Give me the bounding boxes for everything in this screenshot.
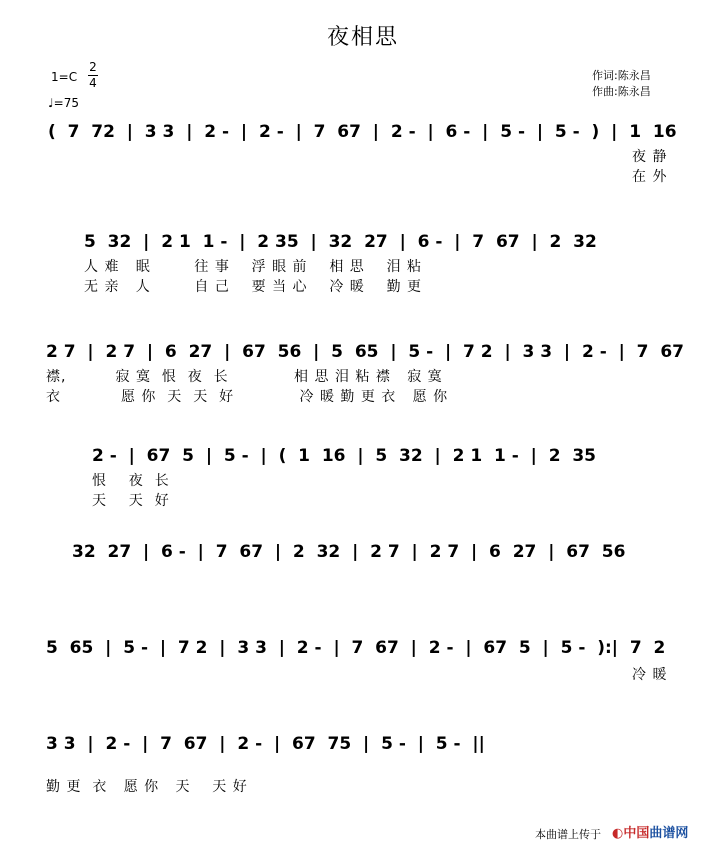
- notation-line-4: 2 - | 67 5 | 5 - | ( 1 16 | 5 32 | 2 1 1 - | 2 35: [92, 446, 597, 466]
- lyrics-line-4-verse-2: 天 天 好: [92, 493, 170, 509]
- upload-note: 本曲谱上传于: [535, 828, 601, 841]
- logo-mark-icon: ◐: [612, 826, 624, 841]
- lyrics-line-1-verse-1: 夜 静: [632, 149, 668, 165]
- composer-credit: 作曲:陈永昌: [592, 85, 651, 98]
- time-signature: [88, 61, 98, 90]
- tempo-marking: [48, 96, 79, 110]
- notation-line-1: ( 7 72 | 3 3 | 2 - | 2 - | 7 67 | 2 - | 6 - | 5 - | 5 - ) | 1 16: [48, 122, 677, 142]
- notation-line-7: 3 3 | 2 - | 7 67 | 2 - | 67 75 | 5 - | 5 - ||: [46, 734, 485, 754]
- notation-line-2: 5 32 | 2 1 1 - | 2 35 | 32 27 | 6 - | 7 67 | 2 32: [84, 232, 597, 252]
- lyrics-line-7-verse-1: 勤 更 衣 愿 你 天 天 好: [46, 779, 248, 795]
- notation-line-6: 5 65 | 5 - | 7 2 | 3 3 | 2 - | 7 67 | 2 - | 67 5 | 5 - ):| 7 2: [46, 638, 666, 658]
- time-signature-denominator: 4: [89, 76, 97, 90]
- lyrics-line-1-verse-2: 在 外: [632, 169, 668, 185]
- song-title: 夜相思: [326, 25, 399, 50]
- lyrics-line-3-verse-2: 衣 愿 你 天 天 好 冷 暖 勤 更 衣 愿 你: [46, 389, 449, 405]
- logo-accent: 曲谱网: [649, 826, 689, 841]
- lyrics-line-4-verse-1: 恨 夜 长: [92, 473, 170, 489]
- logo-main: 中国: [623, 826, 650, 841]
- quarter-note-icon: ♩: [48, 96, 54, 110]
- key-signature: 1=C: [51, 70, 78, 84]
- time-signature-numerator: 2: [89, 60, 97, 74]
- notation-line-5: 32 27 | 6 - | 7 67 | 2 32 | 2 7 | 2 7 | 6 27 | 67 56: [72, 542, 626, 562]
- lyrics-line-2-verse-1: 人 难 眠 往 事 浮 眼 前 相 思 泪 粘: [84, 259, 423, 275]
- tempo-value: =75: [53, 96, 79, 110]
- lyrics-line-3-verse-1: 襟, 寂 寞 恨 夜 长 相 思 泪 粘 襟 寂 寞: [46, 369, 443, 385]
- lyrics-line-2-verse-2: 无 亲 人 自 己 要 当 心 冷 暖 勤 更: [84, 279, 423, 295]
- notation-line-3: 2 7 | 2 7 | 6 27 | 67 56 | 5 65 | 5 - | 7 2 | 3 3 | 2 - | 7 67: [46, 342, 684, 362]
- site-logo[interactable]: [612, 822, 688, 841]
- lyricist-credit: 作词:陈永昌: [592, 69, 651, 82]
- credits: [592, 68, 651, 100]
- lyrics-line-6-verse-1: 冷 暖: [632, 667, 668, 683]
